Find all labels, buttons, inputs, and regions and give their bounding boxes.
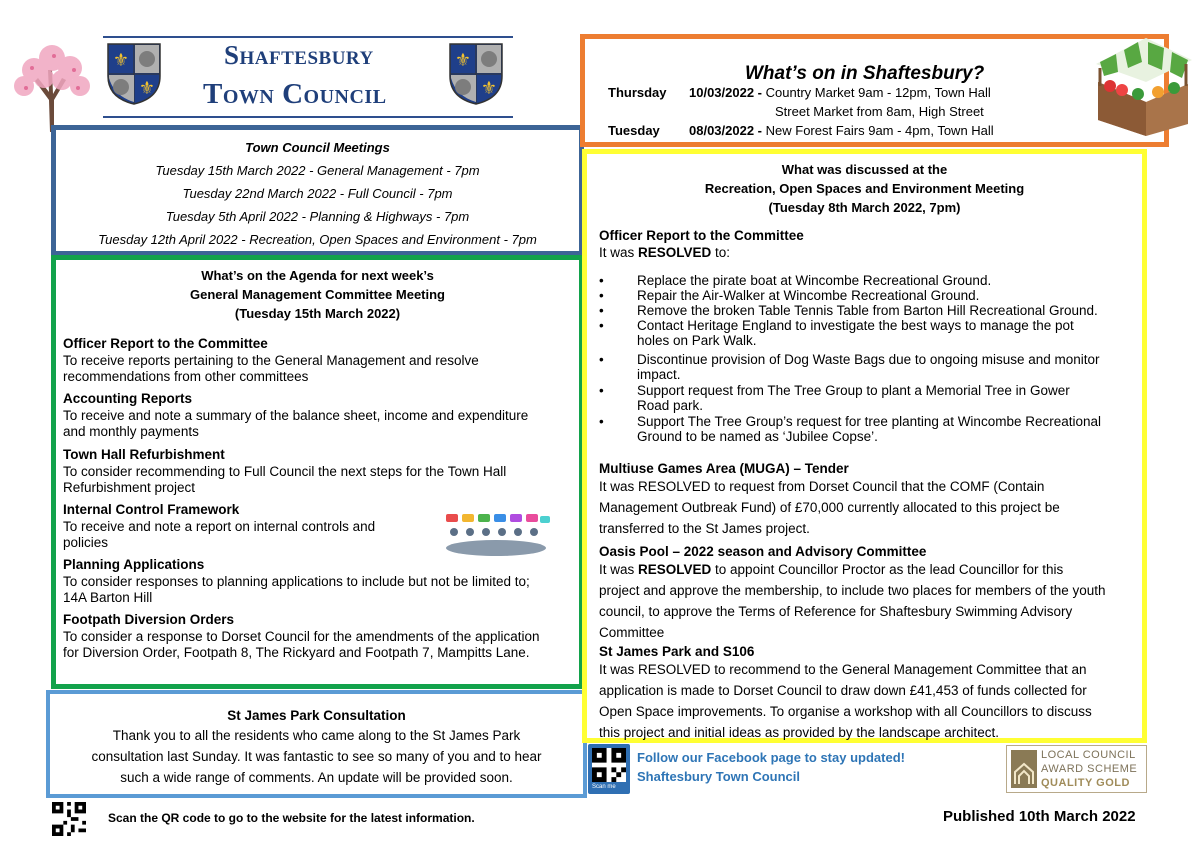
discussed-heading-line3: (Tuesday 8th March 2022, 7pm): [768, 200, 961, 215]
meeting-item: Tuesday 5th April 2022 - Planning & Highways - 7pm: [165, 209, 470, 224]
meeting-item: Tuesday 15th March 2022 - General Management - 7pm: [155, 163, 480, 178]
consultation-panel: [46, 690, 587, 798]
svg-text:⚜: ⚜: [480, 78, 498, 98]
award-logo-icon: [1011, 750, 1037, 788]
muga-text: It was RESOLVED to request from Dorset Council that the COMF (Contain: [599, 479, 1045, 494]
agenda-section-title: Internal Control Framework: [63, 502, 240, 517]
meeting-item: Tuesday 12th April 2022 - Recreation, Open Spaces and Environment - 7pm: [98, 232, 537, 247]
quality-gold-award-badge: [1006, 745, 1147, 793]
agenda-section-text: To consider a response to Dorset Council for the amendments of the application: [63, 629, 540, 644]
whats-on-entry: 08/03/2022 - New Forest Fairs 9am - 4pm, Town Hall: [689, 123, 994, 138]
scan-me-label: Scan me: [592, 784, 616, 790]
agenda-section-text: 14A Barton Hill: [63, 590, 153, 605]
consultation-text: Thank you to all the residents who came along to the St James Park: [112, 728, 521, 743]
svg-text:⚜: ⚜: [454, 50, 472, 70]
agenda-section-title: Officer Report to the Committee: [63, 336, 268, 351]
meetings-title: Town Council Meetings: [245, 140, 390, 155]
agenda-section-text: for Diversion Order, Footpath 8, The Rickyard and Footpath 7, Mampitts Lane.: [63, 645, 530, 660]
council-title-line2: Town Council: [203, 78, 387, 110]
right-coat-of-arms-icon: [448, 42, 504, 106]
whats-on-day: Thursday: [608, 85, 667, 100]
agenda-heading-line2: General Management Committee Meeting: [190, 287, 445, 302]
consultation-text: such a wide range of comments. An update will be provided soon.: [120, 770, 513, 785]
st-james-title: St James Park and S106: [599, 644, 755, 659]
svg-text:⚜: ⚜: [138, 78, 156, 98]
header-top-rule: [103, 36, 513, 38]
award-line1: LOCAL COUNCIL: [1041, 749, 1136, 761]
website-qr-code-icon[interactable]: [52, 802, 86, 836]
agenda-section-text: To consider responses to planning applications to include but not be limited to;: [63, 574, 530, 589]
market-stall-illustration: [1088, 28, 1194, 138]
oasis-text: project and approve the membership, to include two places for members of the youth: [599, 583, 1106, 598]
oasis-text: council, to approve the Terms of Reference for Shaftesbury Swimming Advisory: [599, 604, 1073, 619]
discussed-heading-line2: Recreation, Open Spaces and Environment Meeting: [704, 181, 1025, 196]
agenda-section-text: recommendations from other committees: [63, 369, 309, 384]
header-bottom-rule: [103, 116, 513, 118]
meeting-item: Tuesday 22nd March 2022 - Full Council - 7pm: [182, 186, 453, 201]
st-james-text: It was RESOLVED to recommend to the General Management Committee that an: [599, 662, 1087, 677]
agenda-section-text: To receive and note a report on internal controls and: [63, 519, 376, 534]
whats-on-day: Tuesday: [608, 123, 660, 138]
agenda-heading-line1: What’s on the Agenda for next week’s: [201, 268, 434, 283]
muga-text: Management Outbreak Fund) of £70,000 currently allocated to this project be: [599, 500, 1060, 515]
whats-on-title: What’s on in Shaftesbury?: [745, 63, 985, 84]
whats-on-entry: 10/03/2022 - Country Market 9am - 12pm, Town Hall: [689, 85, 991, 100]
muga-text: transferred to the St James project.: [599, 521, 810, 536]
svg-text:⚜: ⚜: [112, 50, 130, 70]
agenda-section-title: Footpath Diversion Orders: [63, 612, 235, 627]
award-line3: QUALITY GOLD: [1041, 777, 1130, 789]
facebook-qr-code-icon: [592, 748, 626, 782]
agenda-section-title: Town Hall Refurbishment: [63, 447, 225, 462]
muga-title: Multiuse Games Area (MUGA) – Tender: [599, 461, 849, 476]
resolved-intro: It was RESOLVED to:: [599, 245, 731, 260]
agenda-section-text: policies: [63, 535, 109, 550]
award-line2: AWARD SCHEME: [1041, 763, 1138, 775]
agenda-section-text: To receive and note a summary of the balance sheet, income and expenditure: [63, 408, 529, 423]
consultation-title: St James Park Consultation: [227, 708, 406, 723]
discussed-heading-line1: What was discussed at the: [781, 162, 948, 177]
agenda-section-text: To receive reports pertaining to the General Management and resolve: [63, 353, 479, 368]
discussed-panel: What was discussed at the Recreation, Open Spaces and Environment Meeting (Tuesday 8th March 2022, 7pm) Officer Report to the Committee It was RESOLVED to: • Replace the pirate boat at Wincombe Recreational Ground. • Repair the Air-Walker at Wincombe Recreational Ground. • Remove the broken Table Tennis Table from Barton Hill Recreational Ground. • Contact Heritage England to investigate the best ways to manage the pot holes on Park Walk. • Discontinue provision of Dog Waste Bags due to ongoing misuse and monitor impact. • Support request from The Tree Group to plant a Memorial Tree in Gower Road park. • Support The Tree Group’s request for tree planting at Wincombe Recreational Ground to be named as ‘Jubilee Copse’. Multiuse Games Area (MUGA) – Tender It was RESOLVED to request from Dorset Council that the COMF (Contain Management Outbreak Fund) of £70,000 currently allocated to this project be transferred to the St James project. Oasis Pool – 2022 season and Advisory Committee It was RESOLVED to appoint Councillor Proctor as the lead Councillor for this project and approve the membership, to include two places for members of the youth council, to approve the Terms of Reference for Shaftesbury Swimming Advisory Committee St James Park and S106 It was RESOLVED to recommend to the General Management Committee that an application is made to Dorset Council to draw down £41,453 of funds collected for Open Space improvements. To organise a workshop with all Councillors to discuss this project and initial ideas as provided by the landscape architect.: [582, 149, 1147, 743]
whats-on-panel: [580, 34, 1169, 147]
st-james-text: Open Space improvements. To organise a workshop with all Councillors to discuss: [599, 704, 1092, 719]
whats-on-entry: Street Market from 8am, High Street: [775, 104, 984, 119]
agenda-section-text: and monthly payments: [63, 424, 199, 439]
meetings-panel: [51, 125, 584, 256]
agenda-section-title: Planning Applications: [63, 557, 205, 572]
officer-report-title: Officer Report to the Committee: [599, 228, 804, 243]
meeting-people-illustration: [442, 512, 552, 558]
agenda-section-title: Accounting Reports: [63, 391, 193, 406]
st-james-text: application is made to Dorset Council to draw down £41,453 of funds collected for: [599, 683, 1087, 698]
agenda-section-text: Refurbishment project: [63, 480, 196, 495]
agenda-section-text: To consider recommending to Full Council the next steps for the Town Hall: [63, 464, 507, 479]
oasis-title: Oasis Pool – 2022 season and Advisory Committee: [599, 544, 927, 559]
facebook-line2[interactable]: Shaftesbury Town Council: [637, 769, 800, 784]
agenda-heading-line3: (Tuesday 15th March 2022): [234, 306, 401, 321]
agenda-panel: [51, 255, 584, 689]
st-james-text: this project and initial ideas as provided by the landscape architect.: [599, 725, 999, 740]
consultation-text: consultation last Sunday. It was fantastic to see so many of you and to hear: [91, 749, 542, 764]
left-coat-of-arms-icon: [106, 42, 162, 106]
facebook-qr-card[interactable]: [588, 744, 630, 794]
qr-instruction-text: Scan the QR code to go to the website for the latest information.: [108, 811, 475, 825]
facebook-line1[interactable]: Follow our Facebook page to stay updated!: [637, 750, 905, 765]
blossom-tree-illustration: [4, 40, 100, 136]
council-title-line1: Shaftesbury: [224, 40, 374, 70]
oasis-text: Committee: [599, 625, 665, 640]
published-date: Published 10th March 2022: [943, 808, 1136, 825]
oasis-text: It was RESOLVED to appoint Councillor Proctor as the lead Councillor for this: [599, 562, 1064, 577]
